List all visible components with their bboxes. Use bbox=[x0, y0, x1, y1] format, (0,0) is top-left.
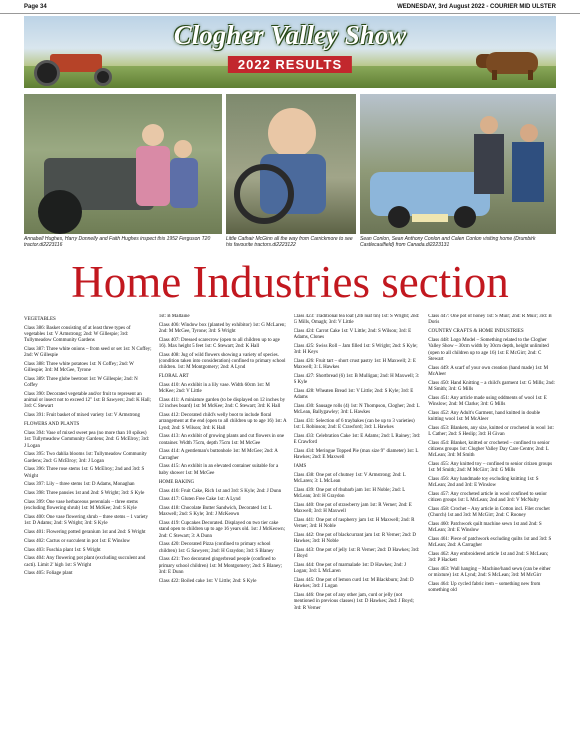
result-entry: Class 423: Traditional tea loaf (2lb loaf tin) 1st: S Wright; 2nd: G Mills, Omagh; 3rd: V Little bbox=[293, 314, 420, 326]
result-entry: Class 410: An exhibit in a lily vase. Width 60cm 1st: M McKee; 2nd: V Little bbox=[158, 383, 270, 395]
results-column bbox=[428, 314, 556, 734]
result-entry: Class 404: Any flowering pot plant (excluding succulent and cacti). Limit 2' high 1st: S Wright bbox=[24, 556, 146, 568]
banner-subtitle: 2022 RESULTS bbox=[228, 56, 352, 73]
tractor-illustration bbox=[32, 48, 122, 82]
result-entry: Class 403: Fuschia plant 1st: S Wright bbox=[24, 547, 101, 553]
result-entry: Class 430: Sausage rolls (4) 1st: N Thompson, Clogher; 2nd: L McLean, Ballygawley; 3rd: L Hawkes bbox=[293, 404, 420, 416]
result-entry: Class 464: Up cycled fabric item – something new from something old bbox=[428, 581, 541, 594]
result-entry: Class 413: An exhibit of growing plants and cut flowers in one container. Width 75cm, depth 75cm 1st: M McGee bbox=[158, 434, 285, 446]
result-entry: Class 400: One vase flowering shrub – three stems – 1 variety 1st: D Adams; 2nd: S Wright; 3rd: S Kyle bbox=[24, 515, 149, 527]
result-entry: Class 449: A scarf of your own creation (hand made) 1st: M McAleer bbox=[428, 365, 549, 377]
photo-blue-car bbox=[360, 94, 556, 234]
result-entry: 1st: B Maltaine bbox=[158, 314, 190, 319]
results-column bbox=[24, 314, 152, 734]
result-entry: Class 424: Carrot Cake 1st: V Little; 2nd: S Wilson; 3rd: E Adams, Clones bbox=[293, 329, 412, 341]
show-banner bbox=[24, 16, 556, 88]
photo-tractor-children bbox=[24, 94, 222, 234]
result-entry: Class 450: Hand Knitting – a child's garment 1st: G Mills; 2nd: M Smith; 3rd: G Mills bbox=[428, 380, 555, 392]
result-entry: Class 407: Dressed scarecrow (open to all children up to age 16). Max height 5 feet 1st: C Stewart; 2nd: K Hall bbox=[158, 337, 280, 349]
result-entry: Class 444: One pot of marmalade 1st: D Hawkes; 2nd: J Logan; 3rd: L McLaren bbox=[293, 563, 406, 575]
section-heading: JAMS bbox=[293, 464, 307, 470]
result-entry: Class 421: Two decorated gingerbread people (confined to primary school children) 1st: M Montgomery; 2nd: S Blaney; 3rd: E Dunn bbox=[158, 557, 283, 575]
result-entry: Class 440: One pot of strawberry jam 1st: R Verner; 2nd: E Maxwell; 3rd: H Maxwell bbox=[293, 503, 412, 515]
result-entry: Class 443: One pot of jelly 1st: R Verner; 2nd: D Hawkes; 3rd: J Boyd bbox=[293, 548, 420, 560]
result-entry: Class 456: Any handmade toy excluding knitting 1st: S McLean; 2nd and 3rd: E Winslow bbox=[428, 476, 539, 489]
result-entry: Class 454: Blanket, knitted or crocheted – confined to senior citizens groups 1st: Clogher Valley Day Care Centre; 2nd: L McLean; 3rd: M Smith bbox=[428, 440, 550, 459]
result-entry: Class 462: Any embroidered article 1st and 2nd: S McLean; 3rd: P Hackett bbox=[428, 551, 549, 564]
result-entry: Class 405: Foliage plant bbox=[24, 571, 73, 577]
result-entry: Class 427: Shortbread (6) 1st: B Mulligan; 2nd: H Maxwell; 3: S Kyle bbox=[293, 374, 420, 386]
result-entry: Class 397: Lily – three stems 1st: D Adams, Monaghan bbox=[24, 482, 135, 488]
result-entry: Class 446: One pot of any other jam, curd or jelly (not mentioned in previous classes) 1st: D Hawkes; 2nd: J Boyd; 3rd: R Verner bbox=[293, 593, 414, 611]
result-entry: Class 438: One pot of chutney 1st: V Armstrong; 2nd: L McLaren; 3: L McLean bbox=[293, 473, 406, 485]
results-column bbox=[294, 314, 422, 734]
result-entry: Class 426: Fruit tart – short crust pastry 1st: H Maxwell; 2: E Maxwell; 3: L Hawkes bbox=[293, 359, 416, 371]
result-entry: Class 434: Meringue Topped Pie (max size 9" diameter) 1st: L Hawkes; 2nd: E Maxwell bbox=[293, 449, 419, 461]
result-entry: Class 398: Three pansies 1st and 2nd: S Wright; 3rd: S Kyle bbox=[24, 491, 145, 497]
section-headline: Home Industries section bbox=[71, 257, 509, 307]
section-heading: COUNTRY CRAFTS & HOME INDUSTRIES bbox=[428, 329, 524, 335]
photo-caption: Sean Conlon, Sean Anthony Conlon and Calen Conlon visiting home (Drumbirk Castlecaulfield) from Canada.di2223131 bbox=[360, 236, 536, 248]
result-entry: Class 425: Swiss Roll – Jam filled 1st: S Wright; 2nd: S Kyle; 3rd: H Keys bbox=[293, 344, 418, 356]
result-entry: Class 416: Fruit Cake, Rich 1st and 3rd: S Kyle; 2nd: J Dunn bbox=[158, 488, 282, 494]
page-number: Page 34 bbox=[24, 3, 47, 10]
result-entry: Class 458: Crochet – Any article in Cotton incl. Filet crochet (Church) 1st and 3rd: M McGirr; 2nd: C Rooney bbox=[428, 506, 550, 519]
section-heading: FLOWERS AND PLANTS bbox=[24, 422, 80, 428]
result-entry: Class 457: Any crocheted article in wool confined to senior citizen groups 1st: L McLean; 2nd and 3rd: V McNulty bbox=[428, 491, 547, 504]
photo-boy-on-tractor bbox=[226, 94, 356, 234]
page-header bbox=[0, 0, 580, 14]
result-entry: Class 386: Basket consisting of at least three types of vegetables 1st: V Armstrong; 2nd: W Gillespie; 3rd: Tullymeadow Community Gardens bbox=[24, 325, 131, 344]
result-entry: Class 399: One vase herbaceous perennials – three stems (excluding flowering shrub) 1st: M McKee; 2nd: S Kyle bbox=[24, 500, 138, 512]
result-entry: Class 460: Patchwork quilt machine sewn 1st and 2nd: S McLean; 3rd: E Winslow bbox=[428, 521, 542, 534]
result-entry: Class 451: Any article made using oddments of wool 1st: E Winslow; 2nd: M Clarke; 3rd: G Mills bbox=[428, 395, 547, 407]
result-entry: Class 418: Chocolate Butter Sandwich, Decorated 1st: L Maxwell; 2nd: S Kyle; 3rd: J McKeown bbox=[158, 506, 272, 518]
result-entry: Class 390: Decorated vegetable and/or fruit to represent an animal or insect not to exceed 12" 1st: B Sawyers; 2nd: K Hall; 3rd: C Stewart bbox=[24, 392, 152, 410]
section-heading: HOME BAKING bbox=[158, 479, 195, 485]
result-entry: Class 412: Decorated child's welly boot to include floral arrangement at the end (open to all children up to age 16) 1st: A Lynd; 2nd: S Wilson; 3rd: K Hall bbox=[158, 413, 287, 431]
result-entry: Class 433: Celebration Cake 1st: E Adams; 2nd: L Rainey; 3rd: E Crawford bbox=[293, 434, 421, 446]
result-entry: Class 452: Any Adult's Garment, hand knitted in double knitting wool 1st: M McAleer bbox=[428, 410, 541, 422]
result-entry: Class 422: Boiled cake 1st: V Little; 2nd: S Kyle bbox=[158, 578, 257, 584]
photo-caption: Annabell Hughes, Harry Donnelly and Faith Hughes inspect this 1952 Ferguson T20 tractor.di2223116 bbox=[24, 236, 211, 248]
result-entry: Class 431: Selection of 6 traybakes (can be up to 3 varieties) 1st: L Robinson; 2nd: E Crawford; 3rd: L Hawkes bbox=[293, 419, 415, 431]
results-columns bbox=[24, 314, 556, 734]
result-entry: Class 395: Two dahlia blooms 1st: Tullymeadow Community Gardens; 2nd: G McElroy; 3rd: J Logan bbox=[24, 452, 147, 464]
result-entry: Class 402: Cactus or succulent in pot 1st: E Winslow bbox=[24, 538, 130, 544]
banner-title: Clogher Valley Show bbox=[173, 20, 407, 50]
result-entry: Class 394: Vase of mixed sweet pea (no more than 10 spikes) 1st: Tullymeadow Community Gardens; 2nd: G McElroy; 3rd: J Logan bbox=[24, 431, 150, 449]
result-entry: Class 442: One pot of blackcurrant jam 1st: R Verner; 2nd: D Hawkes; 3rd: H Noble bbox=[293, 533, 417, 545]
result-entry: Class 448: Logo Model – Something related to the Clogher Valley Show – 30cm width by 30cm depth, height unlimited (open to all children up to age 16) 1st: E McGirr; 2nd: C Stewart bbox=[428, 338, 549, 362]
result-entry: Class 396: Three rose stems 1st: G McElroy; 2nd and 3rd: S Wright bbox=[24, 467, 145, 479]
result-entry: Class 461: Piece of patchwork excluding quilts 1st and 3rd: S McLean; 2nd: A Carragher bbox=[428, 536, 552, 549]
result-entry: Class 463: Wall hanging – Machine/hand sewn (can be either or mixture) 1st: A Lynd; 2nd: S McLean; 3rd: M McGirr bbox=[428, 566, 551, 579]
result-entry: Class 408: Jug of wild flowers showing a variety of species. (condition taken into consideration) confined to primary school children. 1st: M Montgomery; 2nd: A Lynd bbox=[158, 352, 286, 371]
result-entry: Class 411: A miniature garden (to be displayed on 12 inches by 12 inches board) 1st: M McKee; 2nd: C Stewart; 3rd: K Hall bbox=[158, 398, 286, 410]
result-entry: Class 447: One pot of honey 1st: S Muir; 2nd: R Muir; 3rd: B Doris bbox=[428, 314, 552, 326]
date-line: WEDNESDAY, 3rd August 2022 - COURIER MID ULSTER bbox=[397, 3, 556, 10]
result-entry: Class 453: Blankets, any size, knitted or crocheted in wool 1st: L Cather; 2nd: S Heslip; 3rd: H Givan bbox=[428, 425, 555, 437]
result-entry: Class 406: Window box (planted by exhibitor) 1st: G McLaren; 2nd: M McGee, Tyrone; 3rd: S Wright bbox=[158, 322, 286, 334]
result-entry: Class 445: One pot of lemon curd 1st: M Blackburn; 2nd: D Hawkes; 3rd: J Logan bbox=[293, 578, 414, 590]
result-entry: Class 417: Gluten Free Cake 1st: A Lynd bbox=[158, 497, 241, 503]
result-entry: Class 441: One pot of raspberry jam 1st: H Maxwell; 2nd: R Verner; 3rd: H Noble bbox=[293, 518, 415, 530]
photo-caption: Little Cathair McGinn all the way from Carrickmore to see his favourite tractors.di2223122 bbox=[226, 236, 353, 248]
result-entry: Class 419: Cupcakes Decorated. Displayed on two tier cake stand open to children up to age 16 years old. 1st: J McKeown; 2nd: C Stewart; 3: A Dunn bbox=[158, 521, 285, 539]
result-entry: Class 387: Three white onions – from seed or set 1st: N Coffey; 2nd: W Gillespie bbox=[24, 347, 152, 359]
result-entry: Class 455: Any knitted toy – confined to senior citizen groups 1st: M Smith; 2nd: M McGirr; 3rd: G Mills bbox=[428, 461, 553, 474]
section-heading: VEGETABLES bbox=[24, 317, 56, 322]
result-entry: Class 414: A gentleman's buttonhole 1st: M McGee; 2nd: A Carragher bbox=[158, 449, 278, 461]
result-entry: Class 391: Fruit basket of mixed variety 1st: V Armstrong bbox=[24, 413, 141, 419]
result-entry: Class 415: An exhibit in an elevated container suitable for a baby shower 1st: M McGee bbox=[158, 464, 279, 476]
results-column bbox=[159, 314, 287, 734]
result-entry: Class 428: Wheaten Bread 1st: V Little; 2nd: S Kyle; 3rd: E Adams bbox=[293, 389, 414, 401]
bull-illustration bbox=[476, 46, 546, 80]
result-entry: Class 401: Flowering potted geranium 1st and 2nd: S Wright bbox=[24, 530, 146, 535]
result-entry: Class 439: One pot of rhubarb jam 1st: H Noble; 2nd: L McLean; 3rd: H Graydon bbox=[293, 488, 406, 500]
section-heading: FLORAL ART bbox=[158, 374, 189, 380]
result-entry: Class 388: Three white potatoes 1st: N Coffey; 2nd: W Gillespie; 3rd: M McGee, Tyrone bbox=[24, 362, 134, 374]
result-entry: Class 420: Decorated Pizza (confined to primary school children) 1st: G Sawyers; 2nd: H Graydon; 3rd: S Blaney bbox=[158, 542, 274, 554]
result-entry: Class 389: Three globe beetroot 1st: W Gillespie; 2nd: N Coffey bbox=[24, 377, 138, 389]
